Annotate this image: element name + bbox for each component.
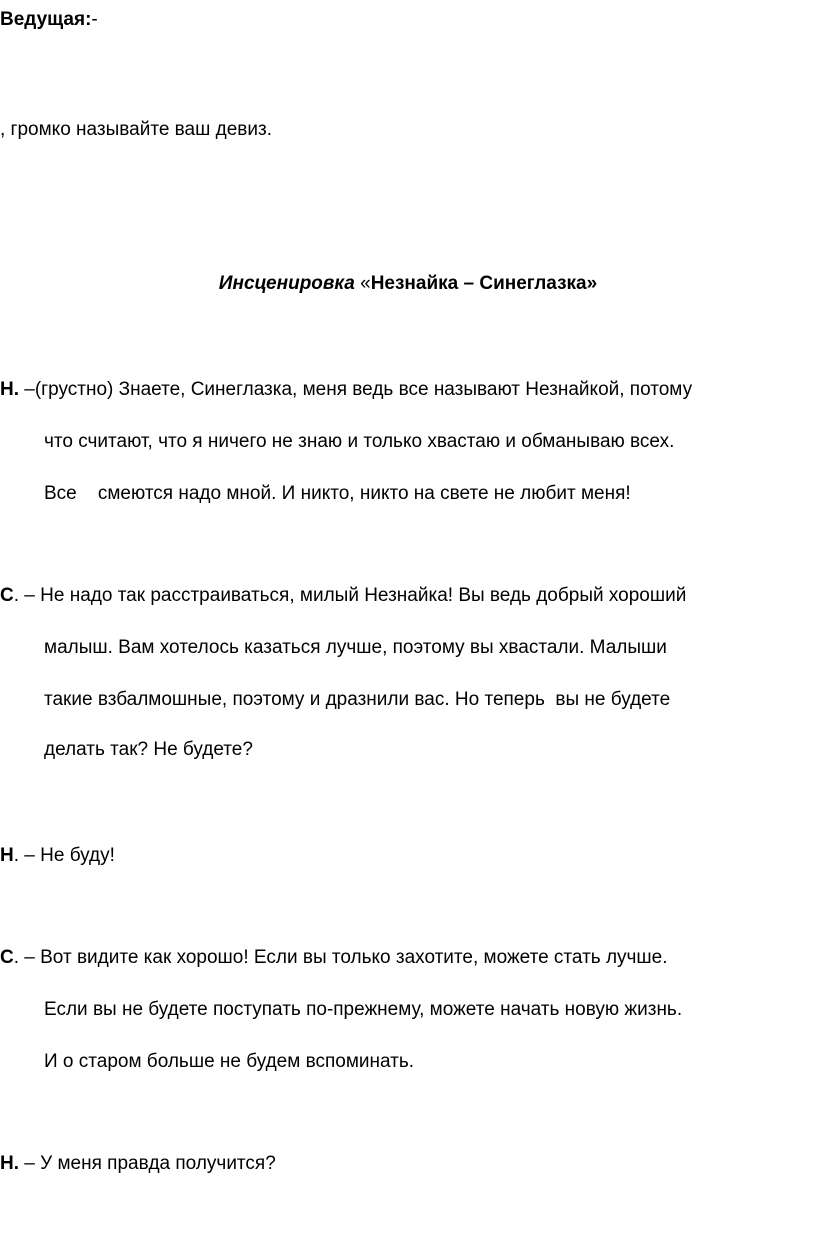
speaker-label: С — [0, 585, 14, 606]
replica-text: –(грустно) Знаете, Синеглазка, меня ведь все называют Незнайкой, потому — [19, 379, 693, 400]
replica-3-line-1 — [0, 844, 115, 868]
replica-text: . – Вот видите как хорошо! Если вы только захотите, можете стать лучше. — [13, 947, 668, 968]
scene-title-italic: Инсценировка — [218, 273, 355, 294]
replica-1-line-3: Все смеются надо мной. И никто, никто на свете не любит меня! — [44, 483, 631, 504]
host-dash: - — [91, 9, 98, 30]
replica-4-line-1 — [0, 946, 668, 970]
replica-text: . – Не надо так расстраиваться, милый Незнайка! Вы ведь добрый хороший — [13, 585, 687, 606]
replica-4-line-2: Если вы не будете поступать по-прежнему, можете начать новую жизнь. — [44, 999, 683, 1020]
speaker-label: Н. — [0, 1153, 19, 1174]
replica-text: – У меня правда получится? — [19, 1153, 276, 1174]
replica-2-line-3: такие взбалмошные, поэтому и дразнили вас. Но теперь вы не будете — [44, 689, 671, 710]
speaker-label: Н. — [0, 379, 19, 400]
replica-2-line-4: делать так? Не будете? — [44, 739, 253, 760]
speaker-label: Н — [0, 845, 14, 866]
scene-title-open-quote: « — [354, 273, 371, 294]
replica-5-line-1 — [0, 1152, 276, 1176]
scene-title — [0, 272, 816, 296]
host-line — [0, 8, 98, 32]
motto-line: , громко называйте ваш девиз. — [0, 119, 272, 140]
replica-text: . – Не буду! — [13, 845, 115, 866]
replica-4-line-3: И о старом больше не будем вспоминать. — [44, 1051, 415, 1072]
replica-1-line-1 — [0, 378, 692, 402]
replica-1-line-2: что считают, что я ничего не знаю и только хвастаю и обманываю всех. — [44, 431, 675, 452]
replica-2-line-2: малыш. Вам хотелось казаться лучше, поэтому вы хвастали. Малыши — [44, 637, 667, 658]
host-label: Ведущая: — [0, 9, 92, 30]
replica-2-line-1 — [0, 584, 686, 608]
scene-title-main: Незнайка – Синеглазка» — [370, 273, 598, 294]
speaker-label: С — [0, 947, 14, 968]
